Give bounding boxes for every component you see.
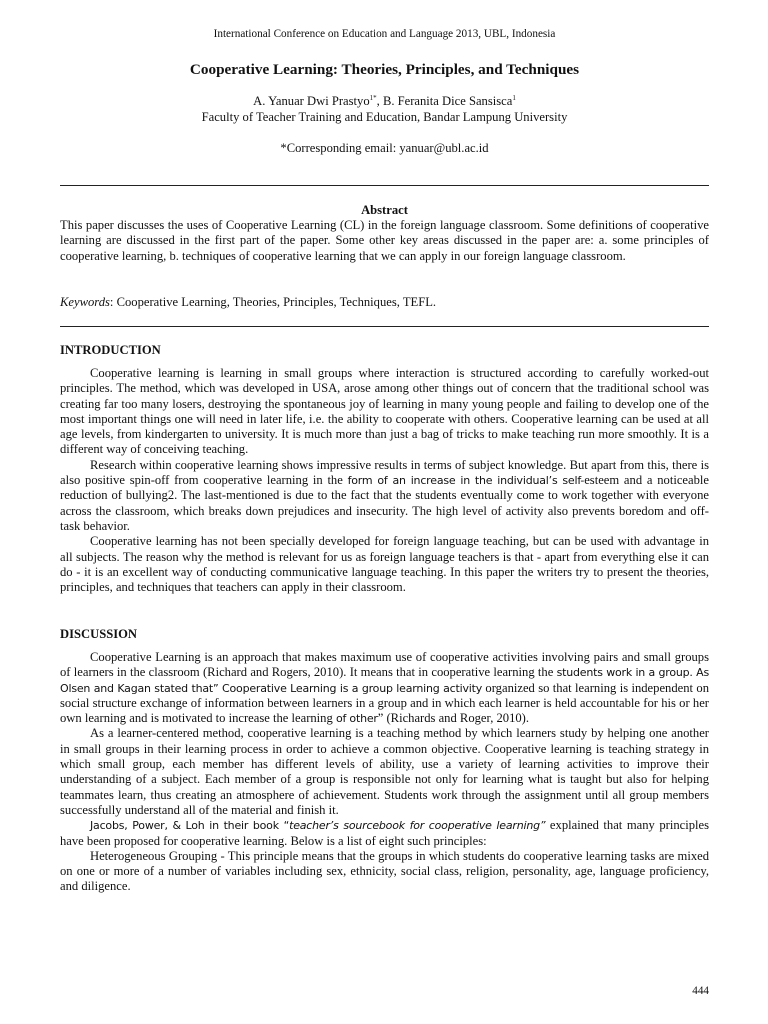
top-divider bbox=[60, 185, 709, 186]
intro-paragraph-3: Cooperative learning has not been specially developed for foreign language teaching, but can be used with advantage in all subjects. The reason why the method is relevant for us as foreign language teachers is that - apart from everything else it can do - it is an excellent way of conducting communicative language teaching. In this paper the writers try to present the theories, principles, and techniques that teachers can apply in their classroom. bbox=[60, 534, 709, 595]
abstract-divider bbox=[60, 326, 709, 327]
discussion-paragraph-1: Cooperative Learning is an approach that makes maximum use of cooperative activities involving pairs and small groups of learners in the classroom (Richard and Rogers, 2010). It means that in cooperative learning the students work in a group. As Olsen and Kagan stated that” Cooperative Learning is a group learning activity organized so that learning is independent on social structure exchange of information between learners in a group and in which each learner is held accountable for his or her own learning and is motivated to increase the learning of other” (Richards and Roger, 2010). bbox=[60, 650, 709, 726]
affiliation: Faculty of Teacher Training and Education, Bandar Lampung University bbox=[201, 110, 568, 124]
discussion-paragraph-3: Jacobs, Power, & Loh in their book “teacher’s sourcebook for cooperative learning” explained that many principles have been proposed for cooperative learning. Below is a list of eight such principles: bbox=[60, 818, 710, 848]
author-line bbox=[60, 94, 709, 109]
discussion-paragraph-2: As a learner-centered method, cooperative learning is a teaching method by which learners study by helping one another in small groups in their learning process in order to achieve a common objective. Cooperative learning is teaching strategy in which small group, each member has different levels of ability, use a variety of learning activities to improve their understanding of a subject. Each member of a group is responsible not only for learning what is taught but also for helping teammates learn, thus creating an atmosphere of achievement. Students work through the assignment until all group members successfully understand all of the material and finish it. bbox=[60, 726, 709, 817]
keywords-line bbox=[60, 295, 709, 310]
discussion-paragraph-4: Heterogeneous Grouping - This principle means that the groups in which students do cooperative learning tasks are mixed on one or more of a number of variables including sex, ethnicity, social class, religion, personality, age, language proficiency, and diligence. bbox=[60, 848, 709, 894]
keywords-list: : Cooperative Learning, Theories, Principles, Techniques, TEFL. bbox=[109, 295, 437, 309]
keywords-label: Keywords bbox=[60, 295, 110, 309]
abstract-heading: Abstract bbox=[361, 203, 408, 217]
intro-paragraph-2: Research within cooperative learning shows impressive results in terms of subject knowledge. But apart from this, there is also positive spin-off from cooperative learning in the form of an increase in the individual’s self-esteem and a noticeable reduction of bullying2. The last-mentioned is due to the fact that the students eventually come to work together with everyone across the classroom, which breaks down prejudices and insecurity. The high level of activity also prevents boredom and off-task behavior. bbox=[60, 457, 709, 533]
author-1-affil-mark: 1* bbox=[369, 94, 377, 102]
page-number: 444 bbox=[692, 985, 709, 997]
author-1: A. Yanuar Dwi Prastyo bbox=[253, 94, 370, 108]
discussion-heading: DISCUSSION bbox=[60, 627, 137, 641]
paper-title: Cooperative Learning: Theories, Principles, and Techniques bbox=[189, 61, 580, 78]
corresponding-email: *Corresponding email: yanuar@ubl.ac.id bbox=[280, 141, 489, 155]
discussion-body bbox=[60, 650, 709, 895]
introduction-body bbox=[60, 366, 709, 595]
introduction-heading: INTRODUCTION bbox=[60, 343, 161, 357]
intro-paragraph-1: Cooperative learning is learning in small groups where interaction is structured according to carefully worked-out principles. The method, which was developed in USA, arose among other things out of concern that the traditional school was creating far too many losers, destroying the spontaneous joy of learning in many young people and failing to develop one of the most important things one will need in later life, i.e. the ability to cooperate with others. Cooperative learning can be used at all age levels, from kindergarten to university. It is much more than just a bag of tricks to make teaching run more smoothly. It is a different way of conceiving teaching. bbox=[60, 366, 709, 457]
author-2-affil-mark: 1 bbox=[512, 94, 516, 102]
author-2: , B. Feranita Dice Sansisca bbox=[376, 94, 513, 108]
running-head: International Conference on Education and Language 2013, UBL, Indonesia bbox=[213, 28, 556, 40]
abstract-body: This paper discusses the uses of Cooperative Learning (CL) in the foreign language classroom. Some definitions of cooperative learning are discussed in the first part of the paper. Some other key areas discussed in the paper are: a. some principles of cooperative learning, b. techniques of cooperative learning that we can apply in our foreign language classroom. bbox=[60, 218, 709, 263]
